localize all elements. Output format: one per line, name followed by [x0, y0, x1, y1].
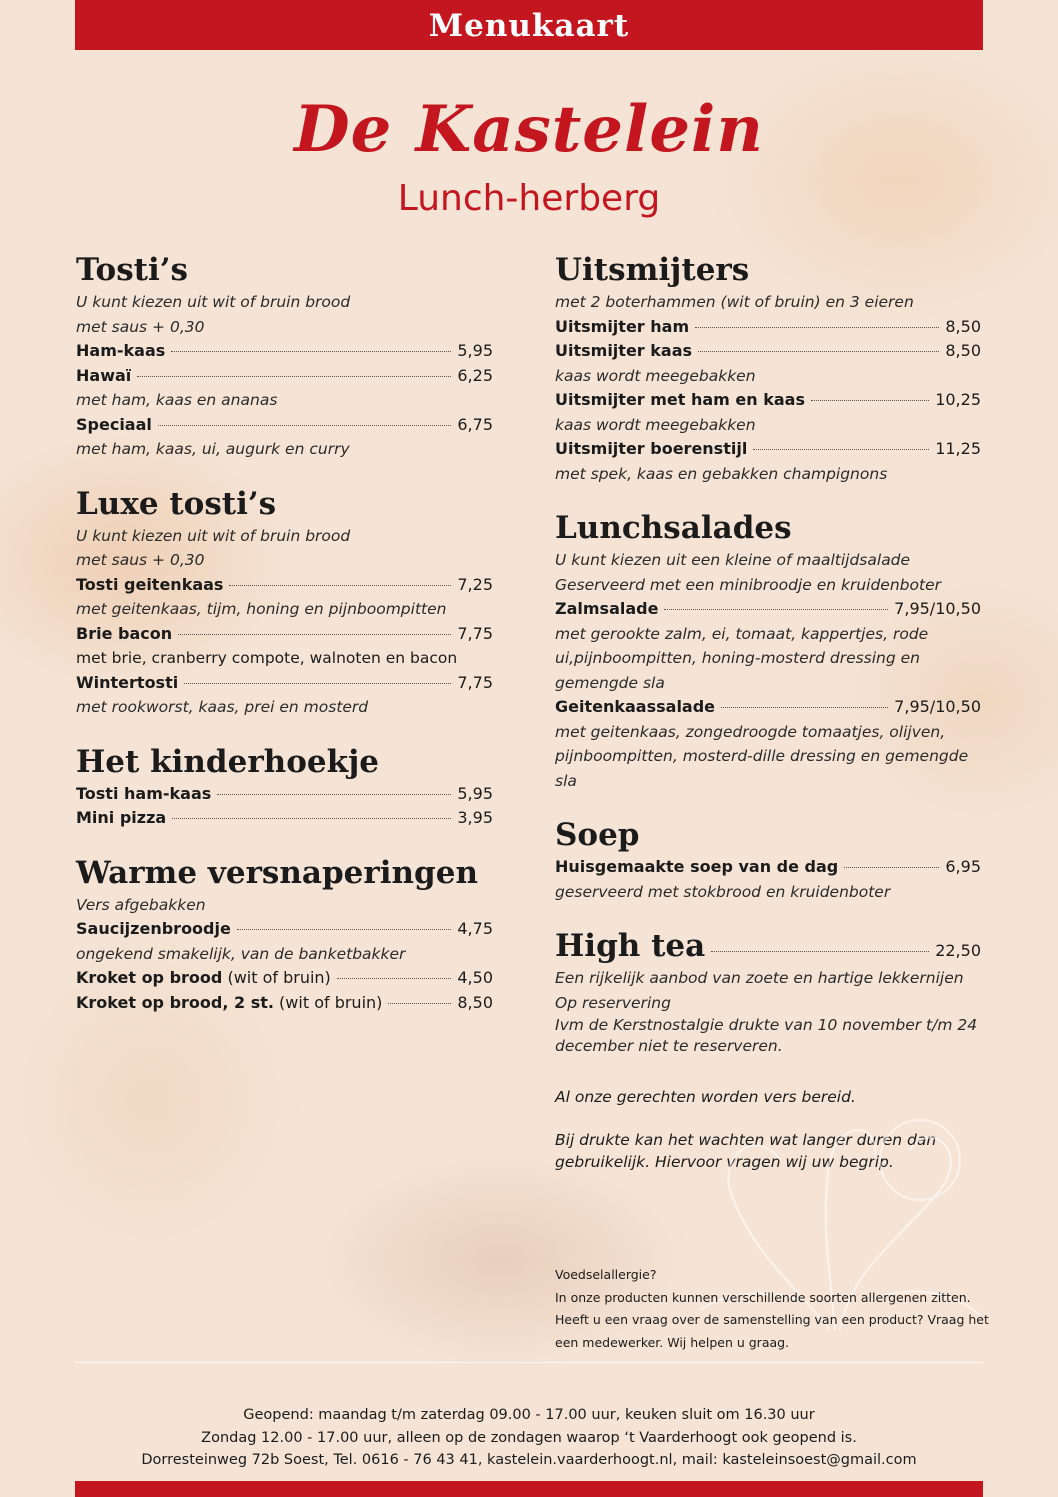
item-name: Uitsmijter met ham en kaas: [555, 390, 805, 409]
item-price: 3,95: [457, 808, 493, 827]
item-price: 8,50: [945, 316, 981, 336]
menu-header-bar: [75, 0, 983, 50]
item-price: 22,50: [935, 941, 981, 960]
item-price: 6,95: [945, 857, 981, 876]
section-note: U kunt kiezen uit een kleine of maaltijdsalade: [555, 551, 911, 569]
high-tea-row: [555, 926, 981, 966]
item-name: Geitenkaassalade: [555, 697, 716, 716]
dot-leader: [753, 449, 929, 450]
menu-item: [76, 413, 493, 438]
item-name: Huisgemaakte soep van de dag: [555, 857, 839, 876]
item-price: 6,75: [457, 414, 493, 434]
section-note: Ivm de Kerstnostalgie drukte van 10 november t/m 24 december niet te reserveren.: [555, 1016, 978, 1055]
section-title: Tosti’s: [76, 252, 188, 288]
menu-item: [76, 364, 493, 389]
section-title: Luxe tosti’s: [76, 485, 277, 522]
menu-item: [76, 622, 493, 647]
item-name-extra: (wit of bruin): [222, 968, 331, 987]
dot-leader: [698, 351, 939, 352]
dot-leader: [337, 978, 452, 979]
dot-leader: [695, 327, 939, 328]
dot-leader: [184, 683, 451, 684]
item-name: Brie bacon: [76, 623, 173, 643]
allergy-title: Voedselallergie?: [555, 1267, 657, 1282]
section-warme-versnaperingen: [76, 853, 493, 1016]
dot-leader: [217, 794, 451, 795]
dot-leader: [158, 425, 452, 426]
item-price: 11,25: [935, 439, 981, 458]
footer-divider: [75, 1362, 983, 1363]
menu-item: [555, 855, 981, 880]
section-note: U kunt kiezen uit wit of bruin brood: [76, 526, 351, 545]
item-name: Uitsmijter boerenstijl: [555, 439, 748, 458]
menu-item: [76, 966, 493, 991]
dot-leader: [171, 351, 451, 352]
allergy-notice: [555, 1264, 995, 1354]
item-name: Uitsmijter kaas: [555, 341, 693, 360]
item-name: [76, 966, 331, 991]
menu-item: [555, 695, 981, 720]
section-lunchsalades: [555, 508, 981, 793]
item-name: Zalmsalade: [555, 599, 659, 618]
closing-note: Al onze gerechten worden vers bereid.: [555, 1088, 856, 1106]
section-note: met saus + 0,30: [76, 317, 205, 336]
item-price: 10,25: [935, 390, 981, 409]
item-description: met geitenkaas, zongedroogde tomaatjes, olijven, pijnboompitten, mosterd-dille dressing en gemengde sla: [555, 722, 969, 790]
item-name: Ham-kaas: [76, 341, 166, 360]
section-luxe-tostis: [76, 484, 493, 720]
right-column: [555, 250, 981, 1079]
menu-item: [76, 917, 493, 942]
dot-leader: [172, 818, 451, 819]
section-note: met 2 boterhammen (wit of bruin) en 3 eieren: [555, 293, 914, 311]
dot-leader: [178, 634, 451, 635]
section-soep: [555, 815, 981, 904]
section-title: Lunchsalades: [555, 510, 792, 546]
item-description: met brie, cranberry compote, walnoten en bacon: [76, 649, 458, 667]
dot-leader: [229, 585, 451, 586]
item-description: met ham, kaas en ananas: [76, 391, 278, 409]
section-note: Geserveerd met een minibroodje en kruidenboter: [555, 575, 941, 594]
item-price: 8,50: [457, 992, 493, 1012]
item-name-extra: (wit of bruin): [273, 992, 383, 1012]
sunday-hours: Zondag 12.00 - 17.00 uur, alleen op de zondagen waarop ‘t Vaarderhoogt ook geopend is.: [201, 1429, 857, 1446]
item-description: kaas wordt meegebakken: [555, 415, 756, 434]
item-price: 7,25: [457, 574, 493, 594]
item-description: met spek, kaas en gebakken champignons: [555, 464, 888, 483]
menu-header-title: Menukaart: [428, 8, 630, 44]
dot-leader: [811, 400, 929, 401]
left-column: [76, 250, 493, 1037]
menu-item: [555, 315, 981, 340]
item-name: Tosti geitenkaas: [76, 574, 224, 594]
brand-name: De Kastelein: [294, 92, 764, 167]
item-name: [76, 991, 382, 1016]
footer: [75, 1404, 983, 1472]
item-description: geserveerd met stokbrood en kruidenboter: [555, 882, 891, 901]
item-description: met ham, kaas, ui, augurk en curry: [76, 440, 350, 458]
section-title: High tea: [555, 928, 706, 964]
dot-leader: [721, 707, 888, 708]
item-price: 7,75: [457, 672, 493, 692]
menu-item: [76, 671, 493, 696]
bottom-bar: [75, 1481, 983, 1497]
section-high-tea: [555, 926, 981, 1057]
item-price: 5,95: [457, 341, 493, 360]
brand-subtitle: Lunch-herberg: [397, 178, 661, 219]
menu-item: [76, 339, 493, 364]
item-price: 7,75: [457, 623, 493, 643]
dot-leader: [844, 867, 939, 868]
item-price: 7,95/10,50: [894, 697, 981, 716]
menu-item: [76, 806, 493, 831]
item-name: Saucijzenbroodje: [76, 919, 231, 938]
item-price: 6,25: [457, 365, 493, 385]
section-title: Warme versnaperingen: [76, 854, 478, 891]
dot-leader: [237, 929, 452, 930]
section-uitsmijters: [555, 250, 981, 486]
dot-leader: [388, 1003, 451, 1004]
item-price: 4,50: [457, 968, 493, 987]
item-description: met geitenkaas, tijm, honing en pijnboompitten: [76, 600, 447, 618]
item-description: met gerookte zalm, ei, tomaat, kappertjes, rode ui,pijnboompitten, honing-mosterd dressing en gemengde sla: [555, 624, 929, 692]
item-price: 8,50: [945, 341, 981, 360]
section-kinderhoekje: [76, 742, 493, 831]
item-name: Speciaal: [76, 414, 152, 434]
item-description: ongekend smakelijk, van de banketbakker: [76, 944, 406, 963]
allergy-text: In onze producten kunnen verschillende soorten allergenen zitten. Heeft u een vraag over de samenstelling van een product? Vraag het een medewerker. Wij helpen u graag.: [555, 1289, 989, 1350]
section-title: Soep: [555, 817, 640, 853]
menu-item: [555, 437, 981, 462]
item-name: Wintertosti: [76, 672, 179, 692]
menu-item: [76, 782, 493, 807]
item-name: Tosti ham-kaas: [76, 783, 212, 803]
item-name: Mini pizza: [76, 808, 167, 827]
item-name: Hawaï: [76, 365, 132, 385]
menu-item: [555, 388, 981, 413]
item-name-text: Kroket op brood: [76, 968, 223, 987]
dot-leader: [137, 376, 451, 377]
item-description: kaas wordt meegebakken: [555, 366, 756, 385]
section-title: Uitsmijters: [555, 252, 750, 288]
item-name: Uitsmijter ham: [555, 316, 690, 336]
item-price: 5,95: [457, 783, 493, 803]
closing-note: Bij drukte kan het wachten wat langer duren dan gebruikelijk. Hiervoor vragen wij uw begrip.: [555, 1131, 937, 1171]
section-note: met saus + 0,30: [76, 551, 205, 569]
section-note: Op reservering: [555, 993, 671, 1012]
section-title: Het kinderhoekje: [76, 743, 380, 780]
section-note: U kunt kiezen uit wit of bruin brood: [76, 293, 351, 311]
section-tostis: [76, 250, 493, 462]
menu-item: [555, 597, 981, 622]
contact-info: Dorresteinweg 72b Soest, Tel. 0616 - 76 43 41, kastelein.vaarderhoogt.nl, mail: kasteleinsoest@gmail.com: [141, 1452, 917, 1468]
opening-hours: Geopend: maandag t/m zaterdag 09.00 - 17.00 uur, keuken sluit om 16.30 uur: [243, 1407, 815, 1423]
section-note: Vers afgebakken: [76, 895, 206, 914]
item-name-text: Kroket op brood, 2 st.: [76, 992, 274, 1012]
section-note: Een rijkelijk aanbod van zoete en hartige lekkernijen: [555, 969, 964, 987]
menu-item: [76, 991, 493, 1016]
dot-leader: [711, 951, 929, 952]
item-price: 4,75: [457, 919, 493, 938]
dot-leader: [664, 609, 888, 610]
item-price: 7,95/10,50: [894, 599, 981, 618]
menu-item: [555, 339, 981, 364]
menu-item: [76, 573, 493, 598]
item-description: met rookworst, kaas, prei en mosterd: [76, 698, 369, 716]
